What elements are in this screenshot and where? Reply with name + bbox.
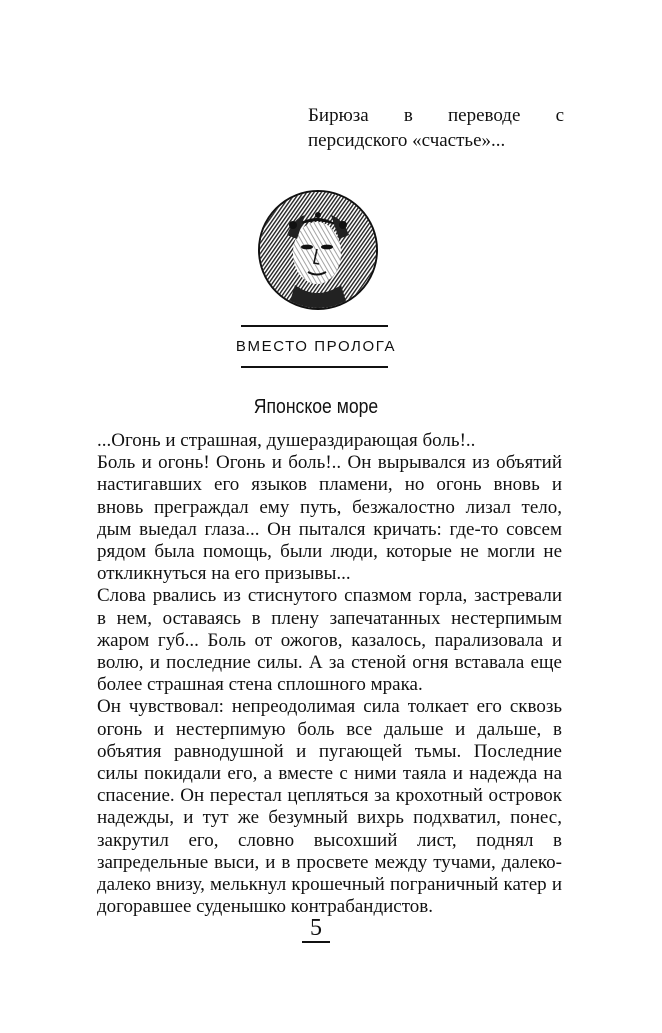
epigraph <box>308 103 564 153</box>
section-rule-top <box>241 325 388 327</box>
paragraph: Боль и огонь! Огонь и боль!.. Он вырывался из объятий настигавших его языков пламени, но огонь вновь и вновь преграждал ему путь, безжалостно лизал тело, дым выедал глаза... Он пытался кричать: где-то совсем рядом была помощь, были люди, которые не могли не откликнуться на его призывы... <box>97 452 562 585</box>
paragraph: Слова рвались из стиснутого спазмом горла, застревали в нем, оставаясь в плену запечатанных нестерпимым жаром губ... Боль от ожогов, казалось, парализовала и волю, и последние силы. А за стеной огня вставала еще более страшная стена сплошного мрака. <box>97 585 562 696</box>
paragraph: ...Огонь и страшная, душераздирающая боль!.. <box>97 430 476 451</box>
paragraph: Он чувствовал: непреодолимая сила толкает его сквозь огонь и нестерпимую боль все дальше и дальше, в объятия равнодушной и пугающей тьмы. Последние силы покидали его, а вместе с ними таяла и надежда на спасение. Он перестал цепляться за крохотный островок надежды, и тут же безумный вихрь подхватил, понес, закрутил его, словно высохший лист, поднял в запредельные выси, и в просвете между тучами, далеко-далеко внизу, мелькнул крошечный пограничный катер и догоравшее суденышко контрабандистов. <box>97 696 562 918</box>
body-text <box>97 430 562 918</box>
page-number-underline <box>302 941 330 943</box>
epigraph-text: Бирюза в переводе с персидского «счастье»... <box>308 105 564 151</box>
chapter-title: Японское море <box>253 396 379 418</box>
medallion-portrait-illustration <box>257 189 379 311</box>
page-number: 5 <box>310 915 322 941</box>
section-rule-bottom <box>241 366 388 368</box>
section-label: ВМЕСТО ПРОЛОГА <box>235 338 397 355</box>
